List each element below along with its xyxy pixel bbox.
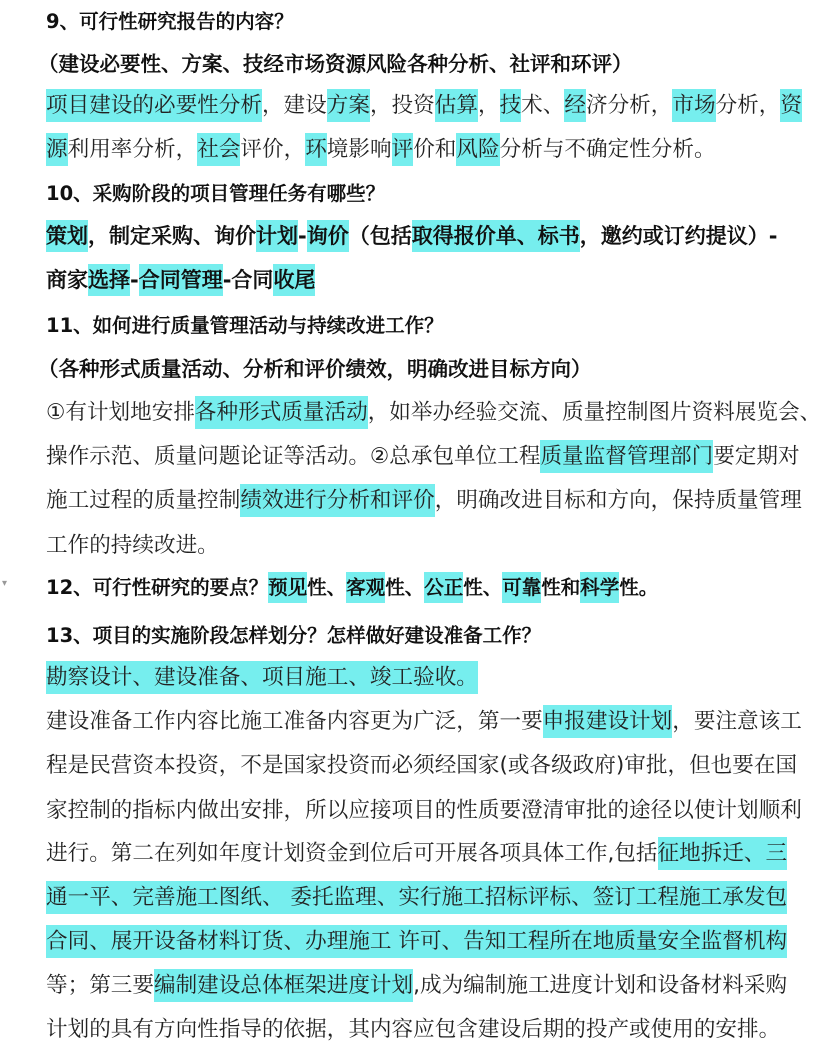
paragraph-line <box>46 395 821 431</box>
text-segment: 济分析， <box>585 93 673 118</box>
text-segment: -合同 <box>222 268 274 292</box>
text-segment: ，邀约或订约提议）- <box>579 224 778 248</box>
highlighted-text: 询价 <box>307 220 349 252</box>
highlighted-text: 技 <box>500 89 522 122</box>
paragraph-line <box>46 836 787 872</box>
side-marker-icon: ▾ <box>2 578 8 589</box>
text-segment: 工作的持续改进。 <box>46 533 219 558</box>
text-segment: ，如举办经验交流、质量控制图片资料展览会、 <box>367 400 822 425</box>
text-segment: 9、可行性研究报告的内容？ <box>46 10 294 33</box>
paragraph-line <box>46 968 787 1004</box>
text-segment: 性、 <box>307 576 347 599</box>
highlighted-text: 编制建设总体框架进度计划 <box>154 969 413 1002</box>
highlighted-text: 取得报价单、标书 <box>412 220 580 252</box>
question-heading <box>46 308 444 344</box>
paragraph-line <box>46 1012 780 1048</box>
paragraph-line <box>46 483 802 519</box>
text-segment: 性和 <box>541 576 581 599</box>
highlighted-text: 通一平、完善施工图纸、 委托监理、实行施工招标评标、签订工程施工承发包 <box>46 881 787 914</box>
paragraph-line <box>46 218 777 254</box>
highlighted-text: 选择 <box>88 264 130 296</box>
paragraph-line <box>46 924 787 960</box>
paragraph-line <box>46 262 315 298</box>
text-segment: 境影响 <box>326 137 392 162</box>
highlighted-text: 风险 <box>456 133 499 166</box>
highlighted-text: 计划 <box>256 220 298 252</box>
paragraph-line <box>46 793 802 829</box>
paragraph-line <box>46 439 800 475</box>
text-segment: ，建设 <box>261 93 327 118</box>
text-segment: - <box>298 224 307 248</box>
text-segment: 建设准备工作内容比施工准备内容更为广泛，第一要 <box>46 709 543 734</box>
paragraph-line <box>46 880 787 916</box>
text-segment: ，明确改进目标和方向，保持质量管理 <box>434 488 802 513</box>
answer-summary <box>38 351 592 387</box>
text-segment: ，要注意该工 <box>672 709 802 734</box>
text-segment: 11、如何进行质量管理活动与持续改进工作？ <box>46 314 444 337</box>
highlighted-text: 绩效进行分析和评价 <box>240 484 434 517</box>
paragraph-line <box>46 748 797 784</box>
highlighted-text: 项目建设的必要性分析 <box>46 89 262 122</box>
text-segment: 10、采购阶段的项目管理任务有哪些？ <box>46 182 386 205</box>
text-segment: 12、可行性研究的要点？ <box>46 576 269 599</box>
highlighted-text: 合同管理 <box>139 264 223 296</box>
text-segment: ，制定采购、询价 <box>88 224 256 248</box>
text-segment: 要定期对 <box>713 444 800 469</box>
text-segment: 等；第三要 <box>46 973 154 998</box>
text-segment: 评价， <box>240 137 306 162</box>
highlighted-text: 勘察设计、建设准备、项目施工、竣工验收。 <box>46 661 478 694</box>
paragraph-line <box>46 528 219 564</box>
text-segment: 家控制的指标内做出安排，所以应接项目的性质要澄清审批的途径以使计划顺利 <box>46 798 802 823</box>
highlighted-text: 征地拆迁、三 <box>658 837 788 870</box>
text-segment: ①有计划地安排 <box>46 400 195 425</box>
paragraph-line <box>46 132 716 168</box>
highlighted-text: 方案 <box>327 89 370 122</box>
text-segment: 性、 <box>385 576 425 599</box>
text-segment: 利用率分析， <box>67 137 198 162</box>
text-segment: ,成为编制施工进度计划和设备材料采购 <box>413 973 788 998</box>
text-segment: 性、 <box>463 576 503 599</box>
highlighted-text: 申报建设计划 <box>543 705 673 738</box>
text-segment: 术、 <box>521 93 565 118</box>
text-segment: 程是民营资本投资，不是国家投资而必须经国家(或各级政府)审批，但也要在国 <box>46 753 798 778</box>
highlighted-text: 收尾 <box>273 264 315 296</box>
text-segment: （各种形式质量活动、分析和评价绩效，明确改进目标方向） <box>38 357 592 381</box>
highlighted-text: 客观 <box>346 572 385 603</box>
text-segment: （包括 <box>348 224 412 248</box>
highlighted-text: 市场 <box>672 89 715 122</box>
text-segment: ， <box>477 93 500 118</box>
text-segment: 商家 <box>46 268 88 292</box>
text-segment: （建设必要性、方案、技经市场资源风险各种分析、社评和环评） <box>38 52 633 76</box>
text-segment: 进行。第二在列如年度计划资金到位后可开展各项具体工作,包括 <box>46 841 658 866</box>
highlighted-text: 经 <box>564 89 586 122</box>
highlighted-text: 可靠 <box>502 572 541 603</box>
highlighted-text: 合同、展开设备材料订货、办理施工 许可、告知工程所在地质量安全监督机构 <box>46 925 787 958</box>
answer-summary <box>38 46 633 82</box>
paragraph-line <box>46 704 802 740</box>
text-segment: 性。 <box>619 576 659 599</box>
text-segment: 分析， <box>715 93 781 118</box>
text-segment: 操作示范、质量问题论证等活动。②总承包单位工程 <box>46 444 541 469</box>
question-heading <box>46 570 658 606</box>
paragraph-line <box>46 660 478 696</box>
question-heading <box>46 618 541 654</box>
highlighted-text: 策划 <box>46 220 88 252</box>
text-segment: - <box>130 268 139 292</box>
highlighted-text: 社会 <box>197 133 240 166</box>
question-heading <box>46 4 294 40</box>
text-segment: 施工过程的质量控制 <box>46 488 241 513</box>
highlighted-text: 环 <box>305 133 327 166</box>
highlighted-text: 各种形式质量活动 <box>195 396 368 429</box>
text-segment: 13、项目的实施阶段怎样划分？怎样做好建设准备工作？ <box>46 624 542 647</box>
highlighted-text: 预见 <box>268 572 307 603</box>
highlighted-text: 资 <box>780 89 802 122</box>
highlighted-text: 公正 <box>424 572 463 603</box>
highlighted-text: 源 <box>46 133 68 166</box>
question-heading <box>46 176 385 212</box>
text-segment: 分析与不确定性分析。 <box>499 137 716 162</box>
highlighted-text: 科学 <box>580 572 619 603</box>
text-segment: 计划的具有方向性指导的依据，其内容应包含建设后期的投产或使用的安排。 <box>46 1017 781 1042</box>
highlighted-text: 质量监督管理部门 <box>540 440 713 473</box>
highlighted-text: 评 <box>392 133 414 166</box>
text-segment: 价和 <box>413 137 457 162</box>
text-segment: ，投资 <box>369 93 435 118</box>
paragraph-line <box>46 88 802 124</box>
highlighted-text: 估算 <box>435 89 478 122</box>
